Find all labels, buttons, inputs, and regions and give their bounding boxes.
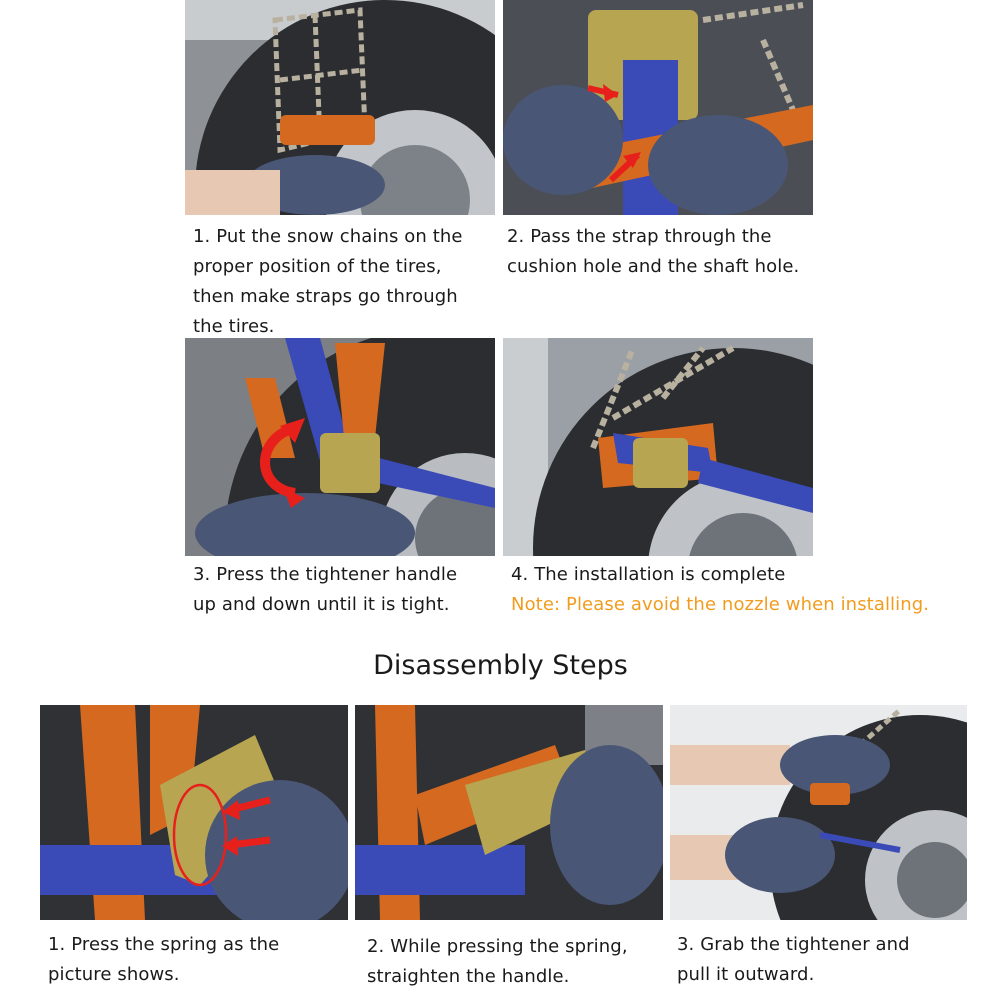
install-photo-4 [503,338,813,556]
caption-line: 4. The installation is complete [511,564,786,585]
caption-line: 1. Put the snow chains on the [193,226,463,247]
install-photo-2-illustration [503,0,813,215]
install-photo-4-illustration [503,338,813,556]
disassembly-photo-3-illustration [670,705,967,920]
caption-line: up and down until it is tight. [193,594,450,615]
caption-line: the tires. [193,316,275,337]
caption-line: then make straps go through [193,286,458,307]
disassembly-photo-3 [670,705,967,920]
install-photo-2 [503,0,813,215]
caption-line: pull it outward. [677,964,815,985]
disassembly-step-3-caption [677,930,910,990]
disassembly-photo-1-illustration [40,705,348,920]
caption-line: picture shows. [48,964,180,985]
caption-line: straighten the handle. [367,966,570,987]
install-photo-3 [185,338,495,556]
caption-line: 3. Press the tightener handle [193,564,458,585]
disassembly-photo-2-illustration [355,705,663,920]
disassembly-photo-1 [40,705,348,920]
install-photo-1 [185,0,495,215]
install-step-3-caption [193,560,457,620]
install-photo-3-illustration [185,338,495,556]
install-step-2-caption [507,222,799,282]
disassembly-photo-2 [355,705,663,920]
install-photo-1-illustration [185,0,495,215]
disassembly-title: Disassembly Steps [373,650,628,681]
disassembly-step-1-caption [48,930,279,990]
disassembly-step-2-caption [367,932,628,992]
caption-line: cushion hole and the shaft hole. [507,256,800,277]
caption-line: 3. Grab the tightener and [677,934,910,955]
caption-line: proper position of the tires, [193,256,442,277]
install-step-1-caption [193,222,463,342]
install-step-4-caption [511,560,929,620]
caption-line: 1. Press the spring as the [48,934,280,955]
caption-line: 2. Pass the strap through the [507,226,772,247]
caption-line: 2. While pressing the spring, [367,936,628,957]
installation-note: Note: Please avoid the nozzle when installing. [511,594,930,615]
